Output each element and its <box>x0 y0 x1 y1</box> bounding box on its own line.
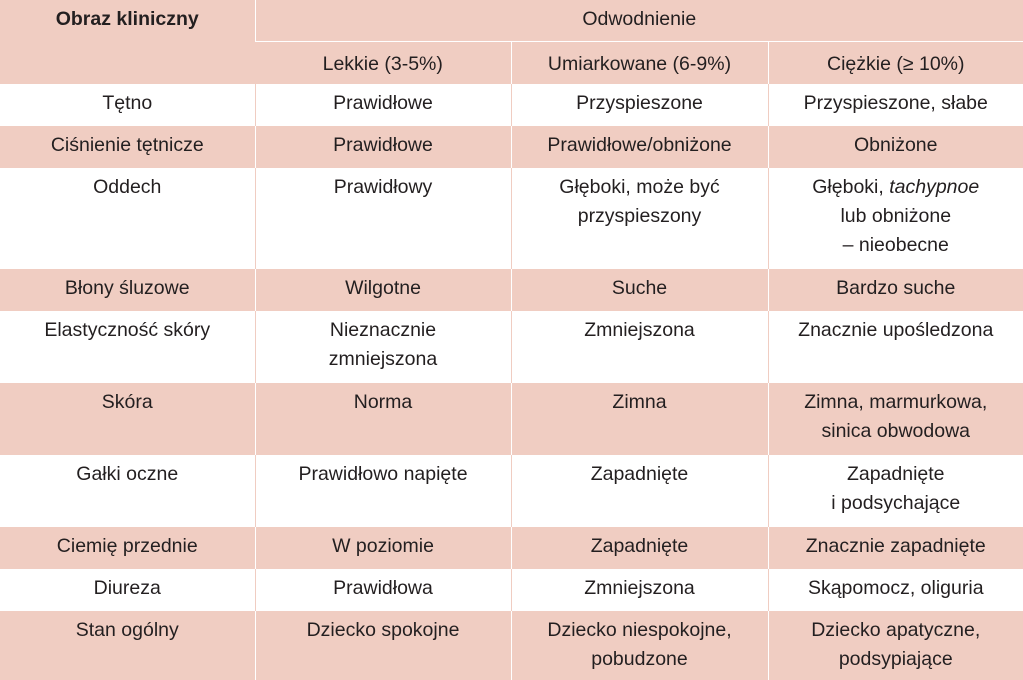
row-label: Gałki oczne <box>0 455 255 527</box>
table-row <box>0 569 1023 611</box>
row-label: Diureza <box>0 569 255 611</box>
table-row <box>0 611 1023 680</box>
cell-mild: Nieznacznie zmniejszona <box>255 311 511 383</box>
header-row <box>0 0 1023 41</box>
header-mild: Lekkie (3-5%) <box>255 41 511 84</box>
header-moderate: Umiarkowane (6-9%) <box>511 41 768 84</box>
cell-severe: Przyspieszone, słabe <box>768 84 1023 126</box>
cell-severe: Zapadnięte i podsychające <box>768 455 1023 527</box>
cell-moderate: Zimna <box>511 383 768 455</box>
header-dehydration: Odwodnienie <box>255 0 1023 41</box>
table-row <box>0 84 1023 126</box>
cell-severe: Dziecko apatyczne, podsypiające <box>768 611 1023 680</box>
row-label: Stan ogólny <box>0 611 255 680</box>
cell-severe-text-c: lub obniżone – nieobecne <box>840 205 952 256</box>
row-label: Elastyczność skóry <box>0 311 255 383</box>
row-label: Oddech <box>0 168 255 269</box>
cell-moderate: Zmniejszona <box>511 311 768 383</box>
cell-moderate: Zapadnięte <box>511 455 768 527</box>
cell-moderate: Przyspieszone <box>511 84 768 126</box>
cell-mild: Prawidłowy <box>255 168 511 269</box>
cell-mild: Prawidłowo napięte <box>255 455 511 527</box>
cell-moderate: Zapadnięte <box>511 527 768 569</box>
cell-mild: Prawidłowe <box>255 126 511 168</box>
cell-mild: W poziomie <box>255 527 511 569</box>
cell-severe: Bardzo suche <box>768 269 1023 311</box>
cell-severe: Znacznie upośledzona <box>768 311 1023 383</box>
table-row <box>0 269 1023 311</box>
cell-mild: Prawidłowa <box>255 569 511 611</box>
cell-moderate: Prawidłowe/obniżone <box>511 126 768 168</box>
table-row <box>0 383 1023 455</box>
row-label: Błony śluzowe <box>0 269 255 311</box>
cell-mild: Prawidłowe <box>255 84 511 126</box>
row-label: Tętno <box>0 84 255 126</box>
cell-severe <box>768 168 1023 269</box>
cell-severe-italic-term: tachypnoe <box>889 176 980 198</box>
row-label: Ciśnienie tętnicze <box>0 126 255 168</box>
header-severe: Ciężkie (≥ 10%) <box>768 41 1023 84</box>
cell-severe: Skąpomocz, oliguria <box>768 569 1023 611</box>
table-row <box>0 455 1023 527</box>
cell-severe: Znacznie zapadnięte <box>768 527 1023 569</box>
row-label: Ciemię przednie <box>0 527 255 569</box>
cell-severe-text-a: Głęboki, <box>812 176 890 198</box>
table-row <box>0 311 1023 383</box>
cell-moderate: Suche <box>511 269 768 311</box>
table-row <box>0 168 1023 269</box>
row-label: Skóra <box>0 383 255 455</box>
header-clinical-picture: Obraz kliniczny <box>0 0 255 84</box>
cell-mild: Wilgotne <box>255 269 511 311</box>
cell-mild: Norma <box>255 383 511 455</box>
cell-severe: Obniżone <box>768 126 1023 168</box>
table-row <box>0 126 1023 168</box>
table-row <box>0 527 1023 569</box>
cell-mild: Dziecko spokojne <box>255 611 511 680</box>
cell-moderate: Zmniejszona <box>511 569 768 611</box>
cell-moderate: Dziecko niespokojne, pobudzone <box>511 611 768 680</box>
cell-severe: Zimna, marmurkowa, sinica obwodowa <box>768 383 1023 455</box>
cell-moderate: Głęboki, może być przyspieszony <box>511 168 768 269</box>
